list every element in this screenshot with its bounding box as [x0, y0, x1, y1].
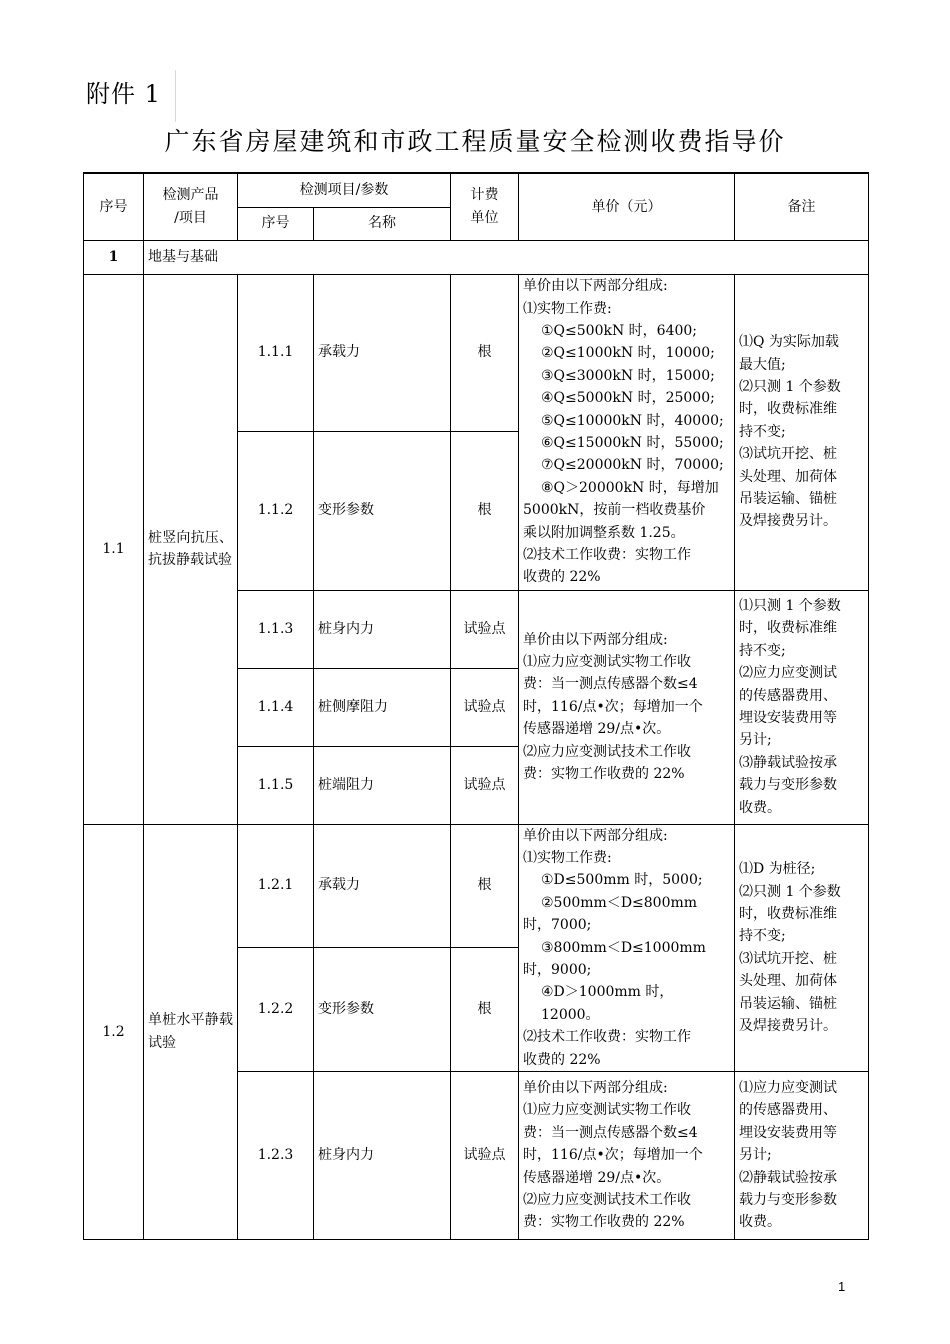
page-number: 1	[838, 1279, 846, 1294]
cell-line: 5000kN，按前一档收费基价	[523, 502, 706, 519]
group-seq: 1.1	[84, 274, 144, 824]
cell-line: 时，116/点•次；每增加一个	[523, 698, 703, 715]
cell-line: 持不变;	[739, 928, 786, 945]
cell-line: ⑴Q 为实际加载	[739, 334, 839, 351]
cell-line: ⑴应力应变测试实物工作收	[523, 1102, 691, 1119]
cell-line: 乘以附加调整系数 1.25。	[523, 524, 685, 541]
header-item-name: 名称	[314, 207, 451, 240]
cell-line: ⑵只测 1 个参数	[739, 378, 841, 395]
cell-line: 时，收费标准维	[739, 401, 837, 418]
cell-line: ⑴只测 1 个参数	[739, 597, 841, 614]
cell-line: ②Q≤1000kN 时，10000;	[541, 345, 715, 362]
cell-line: ⑵只测 1 个参数	[739, 883, 841, 900]
cell-line: ⑶试坑开挖、桩	[739, 950, 837, 967]
cell-line: 载力与变形参数	[739, 1192, 837, 1209]
item-unit: 试验点	[451, 668, 519, 746]
cell-line: 收费。	[739, 1214, 781, 1231]
cell-line: ⑵技术工作收费：实物工作	[523, 547, 691, 564]
cell-line: ⑶静载试验按承	[739, 754, 837, 771]
cell-line: ⑴应力应变测试实物工作收	[523, 653, 691, 670]
header-unit-line1: 计费	[470, 187, 499, 204]
item-name: 桩侧摩阻力	[314, 668, 451, 746]
cell-line: ⑥Q≤15000kN 时，55000;	[541, 435, 724, 451]
cell-line: ⑵应力应变测试技术工作收	[523, 1192, 691, 1209]
item-name: 变形参数	[314, 431, 451, 590]
item-name: 桩身内力	[314, 590, 451, 668]
cell-line: 时，收费标准维	[739, 620, 837, 637]
cell-line: 收费的 22%	[523, 1051, 601, 1068]
item-seq: 1.1.5	[238, 746, 314, 824]
item-unit: 根	[451, 947, 519, 1071]
header-unit	[451, 173, 519, 240]
cell-line: 头处理、加荷体	[739, 973, 837, 990]
cell-line: ⑴D 为桩径;	[739, 861, 816, 878]
cell-line: 吊装运输、锚桩	[739, 491, 837, 508]
cell-line: 时，收费标准维	[739, 905, 837, 922]
cell-line: ③Q≤3000kN 时，15000;	[541, 367, 715, 384]
group-product: 桩竖向抗压、抗拔静载试验	[144, 274, 238, 824]
cell-line: 费：实物工作收费的 22%	[523, 1214, 685, 1231]
item-unit: 根	[451, 431, 519, 590]
cell-line: 传感器递增 29/点•次。	[523, 721, 671, 738]
cell-line: 收费的 22%	[523, 569, 601, 586]
item-name: 桩身内力	[314, 1071, 451, 1239]
cell-line: 持不变;	[739, 423, 786, 440]
cell-line: ⑧Q＞20000kN 时，每增加	[541, 479, 719, 496]
cell-line: ⑵应力应变测试技术工作收	[523, 743, 691, 760]
remark-cell	[735, 274, 869, 590]
cell-line: 时，116/点•次；每增加一个	[523, 1147, 703, 1164]
item-unit: 根	[451, 274, 519, 431]
cell-line: ⑵静载试验按承	[739, 1169, 837, 1186]
cell-line: 另计;	[739, 732, 772, 749]
cell-line: 单价由以下两部分组成:	[523, 278, 668, 295]
cell-line: 时，9000;	[523, 961, 592, 978]
cell-line: 埋设安装费用等	[739, 710, 837, 726]
cell-line: ⑵技术工作收费：实物工作	[523, 1029, 691, 1046]
item-name: 桩端阻力	[314, 746, 451, 824]
cell-line: 最大值;	[739, 356, 786, 373]
price-cell	[519, 1071, 735, 1239]
cell-line: ④D＞1000mm 时，12000。	[541, 984, 674, 1023]
item-unit: 试验点	[451, 746, 519, 824]
item-name: 变形参数	[314, 947, 451, 1071]
item-seq: 1.1.4	[238, 668, 314, 746]
cell-line: 头处理、加荷体	[739, 468, 837, 485]
item-unit: 试验点	[451, 590, 519, 668]
item-seq: 1.2.3	[238, 1071, 314, 1239]
header-product	[144, 173, 238, 240]
cell-line: 的传感器费用、	[739, 687, 837, 704]
cell-line: 单价由以下两部分组成:	[523, 631, 668, 648]
header-product-line1: 检测产品	[162, 187, 219, 204]
remark-cell	[735, 824, 869, 1071]
cell-line: 的传感器费用、	[739, 1102, 837, 1119]
section-seq: 1	[84, 240, 144, 274]
cell-line: 费：当一测点传感器个数≤4	[523, 676, 698, 693]
cell-line: 单价由以下两部分组成:	[523, 827, 668, 844]
cell-line: 及焊接费另计。	[739, 513, 837, 530]
item-unit: 试验点	[451, 1071, 519, 1239]
cell-line: ⑦Q≤20000kN 时，70000;	[541, 457, 724, 474]
header-price: 单价（元）	[519, 173, 735, 240]
cell-line: ③800mm＜D≤1000mm	[541, 939, 706, 956]
cell-line: ⑤Q≤10000kN 时，40000;	[541, 412, 724, 429]
price-cell	[519, 824, 735, 1071]
cell-line: ①D≤500mm 时，5000;	[541, 872, 703, 889]
item-name: 承载力	[314, 824, 451, 947]
cell-line: 费：实物工作收费的 22%	[523, 766, 685, 783]
cell-line: 费：当一测点传感器个数≤4	[523, 1124, 698, 1141]
item-seq: 1.2.1	[238, 824, 314, 947]
cell-line: 传感器递增 29/点•次。	[523, 1169, 671, 1186]
cell-line: ①Q≤500kN 时，6400;	[541, 322, 698, 339]
cell-line: ②500mm＜D≤800mm	[541, 894, 698, 911]
item-seq: 1.1.1	[238, 274, 314, 431]
cell-line: 埋设安装费用等	[739, 1124, 837, 1141]
cell-line: 单价由以下两部分组成:	[523, 1080, 668, 1097]
cell-line: 收费。	[739, 799, 781, 816]
item-unit: 根	[451, 824, 519, 947]
remark-cell	[735, 1071, 869, 1239]
header-item-seq: 序号	[238, 207, 314, 240]
cell-line: 吊装运输、锚桩	[739, 995, 837, 1012]
divider	[175, 70, 176, 122]
remark-cell	[735, 590, 869, 824]
cell-line: ④Q≤5000kN 时，25000;	[541, 390, 715, 407]
price-cell	[519, 590, 735, 824]
item-seq: 1.2.2	[238, 947, 314, 1071]
cell-line: ⑴实物工作费:	[523, 849, 612, 866]
cell-line: 载力与变形参数	[739, 777, 837, 794]
cell-line: 另计;	[739, 1147, 772, 1164]
document-title: 广东省房屋建筑和市政工程质量安全检测收费指导价	[164, 127, 786, 156]
cell-line: ⑴应力应变测试	[739, 1080, 837, 1097]
header-remark: 备注	[735, 173, 869, 240]
fee-table	[83, 172, 869, 1240]
item-seq: 1.1.2	[238, 431, 314, 590]
cell-line: 时，7000;	[523, 917, 592, 934]
header-unit-line2: 单位	[470, 209, 499, 226]
cell-line: ⑴实物工作费:	[523, 300, 612, 317]
header-items: 检测项目/参数	[238, 173, 451, 207]
price-cell	[519, 274, 735, 590]
group-product: 单桩水平静载试验	[144, 824, 238, 1239]
group-seq: 1.2	[84, 824, 144, 1239]
item-name: 承载力	[314, 274, 451, 431]
cell-line: ⑵应力应变测试	[739, 665, 837, 682]
cell-line: 持不变;	[739, 642, 786, 659]
section-name: 地基与基础	[144, 240, 869, 274]
cell-line: ⑶试坑开挖、桩	[739, 446, 837, 463]
attachment-label: 附件 1	[86, 80, 161, 108]
cell-line: 及焊接费另计。	[739, 1017, 837, 1034]
item-seq: 1.1.3	[238, 590, 314, 668]
header-product-line2: /项目	[174, 209, 207, 226]
header-seq: 序号	[84, 173, 144, 240]
